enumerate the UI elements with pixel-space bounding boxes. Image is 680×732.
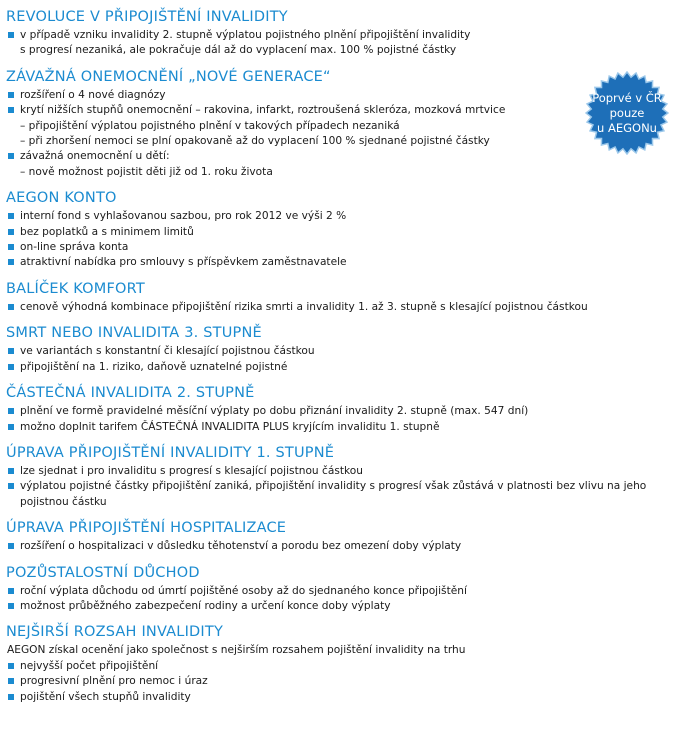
- bullet-list: [6, 404, 676, 435]
- section: [6, 444, 676, 510]
- bullet-list: [6, 584, 676, 615]
- section-spacer: [6, 375, 676, 384]
- list-item: [6, 464, 676, 479]
- list-item-text: v případě vzniku invalidity 2. stupně výplatou pojistného plnění připojištění invalidity: [20, 29, 471, 41]
- section-heading: ÚPRAVA PŘIPOJIŠTĚNÍ HOSPITALIZACE: [6, 520, 287, 537]
- list-item-text: plnění ve formě pravidelné měsíční výplaty po dobu přiznání invalidity 2. stupně (max. 547 dní): [20, 405, 529, 418]
- square-bullet-icon: [8, 348, 14, 354]
- list-item: [6, 659, 676, 674]
- square-bullet-icon: [8, 678, 14, 684]
- list-item-text: – při zhoršení nemoci se plní opakovaně až do vyplacení 100 % sjednané pojistné částky: [20, 135, 490, 148]
- list-item: [6, 674, 676, 689]
- list-item: [6, 225, 676, 240]
- list-item-text: připojištění na 1. riziko, daňově uznatelné pojistné: [20, 360, 288, 373]
- square-bullet-icon: [8, 603, 14, 609]
- square-bullet-icon: [8, 408, 14, 414]
- section: [6, 384, 676, 435]
- square-bullet-icon: [8, 663, 14, 669]
- list-item-continuation: [6, 43, 676, 58]
- list-item-text: rozšíření o 4 nové diagnózy: [20, 88, 166, 101]
- list-item: [6, 28, 676, 43]
- list-subitem: [6, 134, 676, 149]
- list-item: [6, 88, 676, 103]
- square-bullet-icon: [8, 694, 14, 700]
- section: [6, 280, 676, 315]
- section-heading: ČÁSTEČNÁ INVALIDITA 2. STUPNĚ: [6, 385, 255, 402]
- bullet-list: [6, 300, 676, 315]
- list-item: [6, 240, 676, 255]
- section-heading: AEGON KONTO: [6, 190, 117, 207]
- bullet-list: [6, 28, 676, 59]
- square-bullet-icon: [8, 153, 14, 159]
- bullet-list: [6, 209, 676, 271]
- list-subitem: [6, 119, 676, 134]
- section-heading: ÚPRAVA PŘIPOJIŠTĚNÍ INVALIDITY 1. STUPNĚ: [6, 444, 335, 461]
- square-bullet-icon: [8, 259, 14, 265]
- section-spacer: [6, 315, 676, 324]
- list-item-text: roční výplata důchodu od úmrtí pojištěné osoby až do sjednaného konce připojištění: [20, 584, 467, 597]
- badge-text: [585, 71, 669, 155]
- square-bullet-icon: [8, 483, 14, 489]
- list-item-text: progresivní plnění pro nemoc i úraz: [20, 675, 208, 688]
- list-item-text: – připojištění výplatou pojistného plnění v takových případech nezaniká: [20, 119, 400, 132]
- list-item-text: nejvyšší počet připojištění: [20, 659, 159, 672]
- square-bullet-icon: [8, 244, 14, 250]
- section: [6, 68, 676, 180]
- square-bullet-icon: [8, 424, 14, 430]
- list-item: [6, 255, 676, 270]
- square-bullet-icon: [8, 107, 14, 113]
- section-spacer: [6, 180, 676, 189]
- square-bullet-icon: [8, 364, 14, 370]
- list-item: [6, 344, 676, 359]
- section-spacer: [6, 510, 676, 519]
- bullet-list: [6, 344, 676, 375]
- list-item: [6, 103, 676, 118]
- section-spacer: [6, 271, 676, 280]
- list-item: [6, 599, 676, 614]
- square-bullet-icon: [8, 543, 14, 549]
- section-spacer: [6, 435, 676, 444]
- list-item-text: výplatou pojistné částky připojištění zaniká, připojištění invalidity s progresí však zůstává v platnosti bez vlivu na jeho: [20, 480, 647, 493]
- section-heading: NEJŠIRŠÍ ROZSAH INVALIDITY: [6, 624, 224, 641]
- badge-line: pouze: [609, 105, 645, 120]
- list-item-text: pojištění všech stupňů invalidity: [20, 690, 191, 703]
- list-item: [6, 539, 676, 554]
- square-bullet-icon: [8, 588, 14, 594]
- section: [6, 324, 676, 375]
- list-item: [6, 360, 676, 375]
- first-in-cr-badge: [585, 71, 669, 155]
- section-spacer: [6, 614, 676, 623]
- list-item-text: možno doplnit tarifem ČÁSTEČNÁ INVALIDITA PLUS kryjícím invaliditu 1. stupně: [20, 420, 440, 433]
- bullet-list: [6, 539, 676, 554]
- section-spacer: [6, 555, 676, 564]
- square-bullet-icon: [8, 92, 14, 98]
- section: [6, 623, 676, 705]
- section-spacer: [6, 59, 676, 68]
- list-item-text: bez poplatků a s minimem limitů: [20, 225, 194, 238]
- list-subitem: [6, 165, 676, 180]
- section: [6, 189, 676, 271]
- list-item-text: závažná onemocnění u dětí:: [20, 150, 170, 163]
- square-bullet-icon: [8, 32, 14, 38]
- list-item: [6, 300, 676, 315]
- badge-line: u AEGONu: [597, 120, 657, 135]
- list-item: [6, 420, 676, 435]
- section-heading: ZÁVAŽNÁ ONEMOCNĚNÍ „NOVÉ GENERACE“: [6, 68, 331, 85]
- list-item-text: cenově výhodná kombinace připojištění rizika smrti a invalidity 1. až 3. stupně s klesající pojistnou částkou: [20, 300, 588, 313]
- section-heading: POZŮSTALOSTNÍ DŮCHOD: [6, 564, 200, 581]
- list-item-text: krytí nižších stupňů onemocnění – rakovina, infarkt, roztroušená skleróza, mozková mrtvice: [20, 104, 506, 117]
- bullet-list: [6, 464, 676, 510]
- badge-line: Poprvé v ČR: [592, 90, 662, 105]
- document-body: [6, 8, 676, 705]
- list-item-text: interní fond s vyhlašovanou sazbou, pro rok 2012 ve výši 2 %: [20, 210, 347, 223]
- bullet-list: [6, 88, 676, 180]
- list-item: [6, 690, 676, 705]
- list-item: [6, 149, 676, 164]
- list-item-text: rozšíření o hospitalizaci v důsledku těhotenství a porodu bez omezení doby výplaty: [20, 540, 462, 553]
- list-item: [6, 404, 676, 419]
- section-heading: REVOLUCE V PŘIPOJIŠTĚNÍ INVALIDITY: [6, 9, 288, 25]
- list-item-text: možnost průběžného zabezpečení rodiny a určení konce doby výplaty: [20, 599, 391, 612]
- list-item-text: on-line správa konta: [20, 241, 129, 254]
- square-bullet-icon: [8, 468, 14, 474]
- list-item-text: ve variantách s konstantní či klesající pojistnou částkou: [20, 345, 315, 358]
- section: [6, 519, 676, 554]
- list-item-text: s progresí nezaniká, ale pokračuje dál až do vyplacení max. 100 % pojistné částky: [20, 44, 457, 57]
- section: [6, 8, 676, 59]
- list-item-text: pojistnou částku: [20, 495, 107, 508]
- list-item-text: lze sjednat i pro invaliditu s progresí s klesající pojistnou částkou: [20, 464, 363, 477]
- square-bullet-icon: [8, 304, 14, 310]
- list-item: [6, 584, 676, 599]
- section-heading: SMRT NEBO INVALIDITA 3. STUPNĚ: [6, 325, 262, 342]
- bullet-list: [6, 659, 676, 705]
- section: [6, 564, 676, 615]
- square-bullet-icon: [8, 213, 14, 219]
- list-item: [6, 209, 676, 224]
- section-heading: BALÍČEK KOMFORT: [6, 280, 145, 297]
- square-bullet-icon: [8, 229, 14, 235]
- list-item-text: – nově možnost pojistit děti již od 1. roku života: [20, 165, 273, 178]
- section-intro: AEGON získal ocenění jako společnost s nejširším rozsahem pojištění invalidity na trhu: [7, 644, 466, 657]
- list-item: [6, 479, 676, 494]
- list-item-text: atraktivní nabídka pro smlouvy s příspěvkem zaměstnavatele: [20, 256, 347, 269]
- list-item-continuation: [6, 495, 676, 510]
